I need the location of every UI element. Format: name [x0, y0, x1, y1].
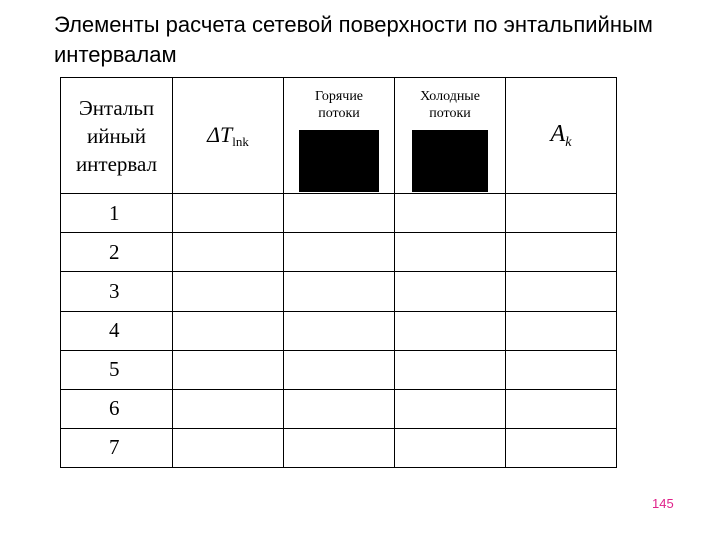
page-number: 145 [652, 496, 674, 511]
table-row [61, 428, 617, 467]
header-enthalpy-interval [61, 78, 173, 194]
table-cell [173, 194, 284, 233]
table-cell [173, 428, 284, 467]
delta-t-subscript: lnk [232, 133, 249, 149]
header-interval-line1: Энтальп [78, 95, 155, 120]
row-number: 7 [61, 428, 173, 467]
table-row [61, 272, 617, 311]
table-row [61, 389, 617, 428]
table-cell [173, 350, 284, 389]
table-cell [284, 311, 395, 350]
hot-streams-placeholder-image [299, 130, 379, 192]
header-interval-line2: ийный [86, 123, 147, 148]
table-cell [506, 233, 617, 272]
table-cell [395, 194, 506, 233]
table-cell [284, 272, 395, 311]
table-cell [284, 194, 395, 233]
row-number: 6 [61, 389, 173, 428]
calculation-table [60, 77, 617, 468]
table-cell [173, 272, 284, 311]
header-delta-t-ln [173, 78, 284, 194]
hot-streams-line2: потоки [318, 106, 360, 121]
table-cell [506, 350, 617, 389]
table-cell [284, 350, 395, 389]
table-cell [284, 233, 395, 272]
cold-streams-line1: Холодные [420, 89, 480, 104]
row-number: 1 [61, 194, 173, 233]
table-cell [284, 389, 395, 428]
row-number: 3 [61, 272, 173, 311]
area-subscript: k [565, 134, 572, 150]
table-cell [284, 428, 395, 467]
row-number: 5 [61, 350, 173, 389]
cold-streams-line2: потоки [429, 106, 471, 121]
table-cell [506, 311, 617, 350]
table-header-row [61, 78, 617, 194]
table-cell [395, 389, 506, 428]
cold-streams-placeholder-image [412, 130, 488, 192]
table-row [61, 350, 617, 389]
row-number: 2 [61, 233, 173, 272]
table-cell [506, 194, 617, 233]
table-cell [506, 272, 617, 311]
table-cell [395, 233, 506, 272]
header-area-k [506, 78, 617, 194]
table-cell [173, 233, 284, 272]
header-hot-streams [284, 78, 395, 194]
header-cold-streams [395, 78, 506, 194]
table-cell [395, 428, 506, 467]
table-cell [395, 350, 506, 389]
table-cell [506, 389, 617, 428]
row-number: 4 [61, 311, 173, 350]
table-cell [506, 428, 617, 467]
table-row [61, 194, 617, 233]
table-cell [173, 389, 284, 428]
delta-t-symbol: ΔT [207, 121, 233, 147]
table-cell [395, 272, 506, 311]
header-interval-line3: интервал [75, 151, 158, 176]
table-cell [395, 311, 506, 350]
table-row [61, 311, 617, 350]
table-cell [173, 311, 284, 350]
hot-streams-line1: Горячие [314, 89, 364, 104]
table-row [61, 233, 617, 272]
slide-title: Элементы расчета сетевой поверхности по энтальпийным интервалам [54, 12, 653, 67]
area-symbol: A [550, 120, 566, 147]
